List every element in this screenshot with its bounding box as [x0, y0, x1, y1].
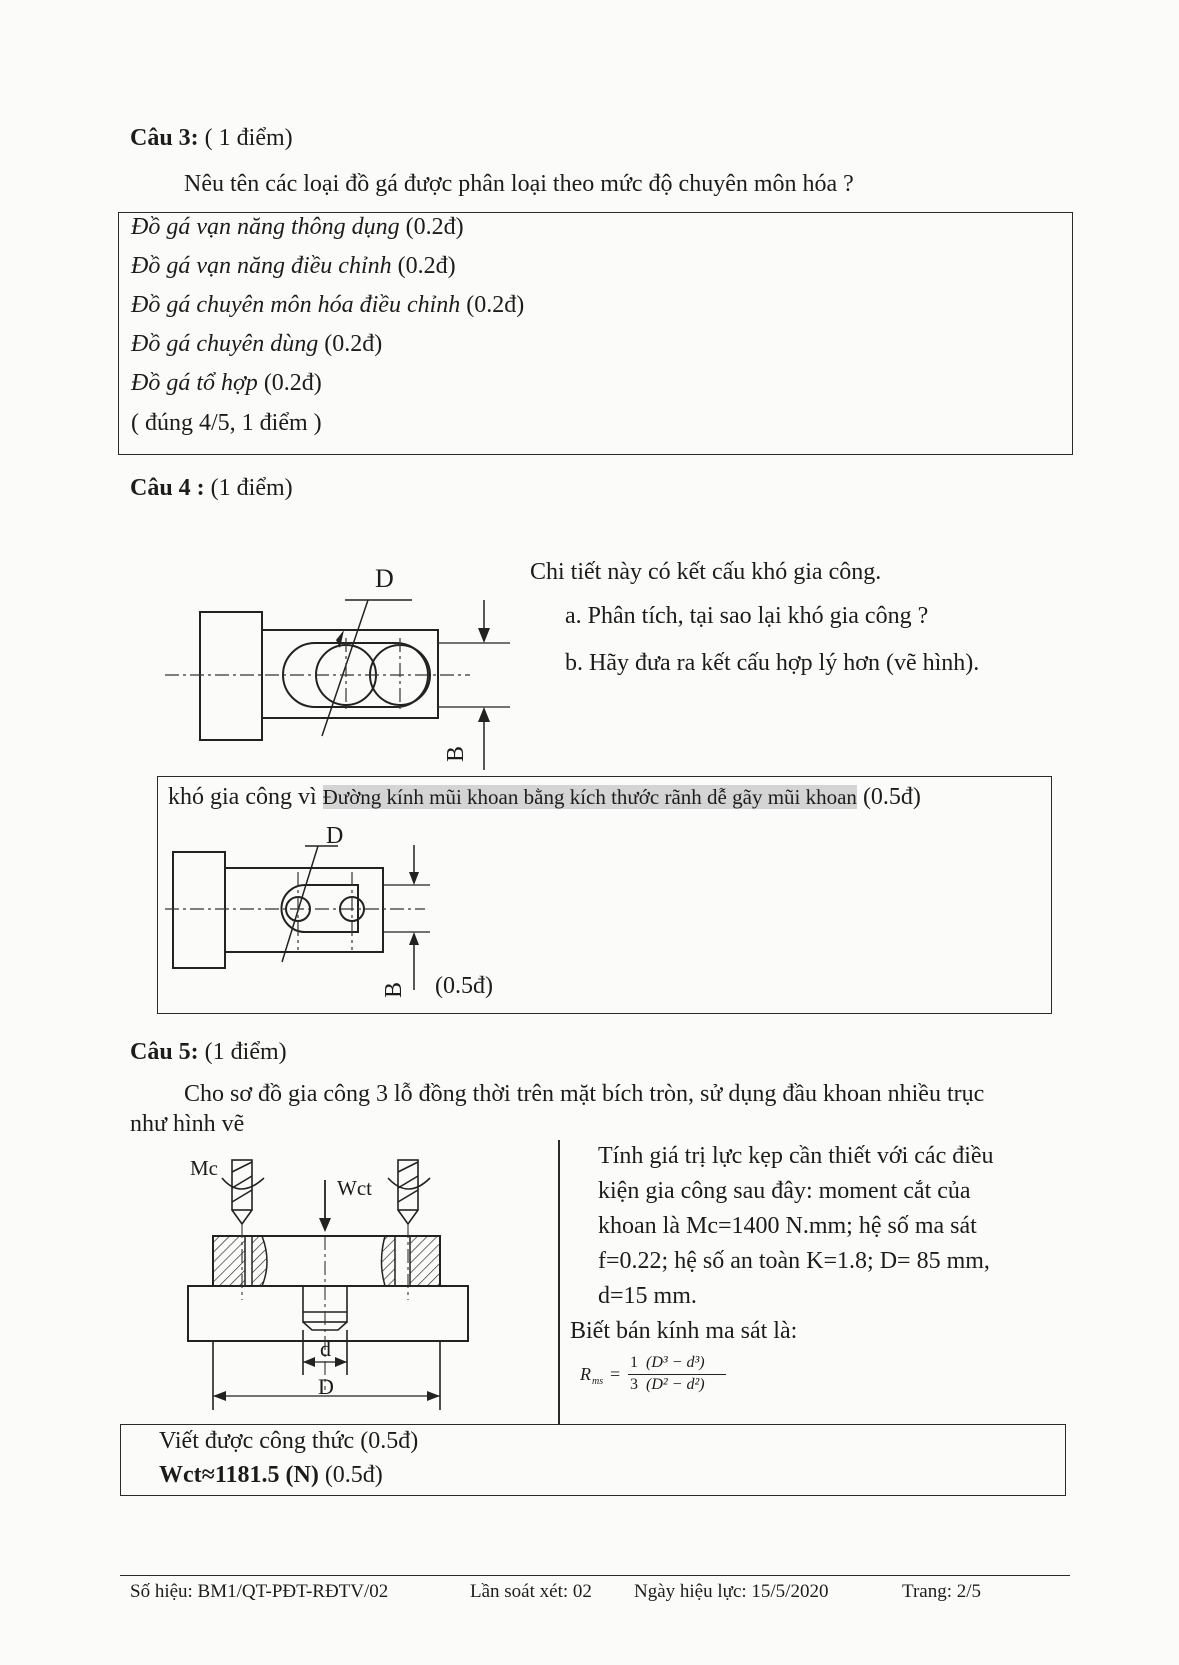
q5-task-line-5: d=15 mm. [598, 1283, 697, 1309]
q5-task-line-4: f=0.22; hệ số an toàn K=1.8; D= 85 mm, [598, 1248, 990, 1274]
q4-answer-label-d: D [326, 823, 344, 849]
q3-answer-1: Đồ gá vạn năng thông dụng (0.2đ) [131, 214, 464, 240]
q5-intro-line1: Cho sơ đồ gia công 3 lỗ đồng thời trên mặt bích tròn, sử dụng đầu khoan nhiều trục [184, 1081, 985, 1107]
q3-answer-3: Đồ gá chuyên môn hóa điều chỉnh (0.2đ) [131, 292, 525, 318]
q4-label-b: B [443, 745, 470, 763]
q5-friction-label: Biết bán kính ma sát là: [570, 1318, 798, 1344]
q5-task-line-2: kiện gia công sau đây: moment cắt của [598, 1178, 971, 1204]
q4-item-b: b. Hãy đưa ra kết cấu hợp lý hơn (vẽ hình). [565, 650, 980, 676]
q3-heading: Câu 3: ( 1 điểm) [130, 125, 293, 151]
q3-answer-2: Đồ gá vạn năng điều chỉnh (0.2đ) [131, 253, 456, 279]
q5-label-mc: Mc [190, 1156, 218, 1180]
q3-answer-5: Đồ gá tổ hợp (0.2đ) [131, 370, 322, 396]
q4-answer-text: khó gia công vì Đường kính mũi khoan bằng kích thước rãnh dễ gãy mũi khoan (0.5đ) [168, 784, 921, 810]
footer-page: Trang: 2/5 [902, 1581, 982, 1602]
footer-effective-date: Ngày hiệu lực: 15/5/2020 [634, 1581, 829, 1602]
rotation-arrow-left [222, 1178, 264, 1189]
q4-answer-fig-score: (0.5đ) [435, 973, 493, 999]
q4-item-a: a. Phân tích, tại sao lại khó gia công ? [565, 603, 929, 629]
flange-base [188, 1286, 468, 1341]
q4-label-d: D [375, 564, 394, 593]
footer-code: Số hiệu: BM1/QT-PĐT-RĐTV/02 [130, 1581, 389, 1602]
q5-intro-line2: như hình vẽ [130, 1111, 245, 1137]
q5-label-wct: Wct [337, 1176, 372, 1200]
q5-answer-box [120, 1424, 1066, 1496]
q5-label-d: d [320, 1336, 331, 1361]
q5-answer-line2: Wct≈1181.5 (N) (0.5đ) [159, 1462, 383, 1488]
q4-answer-highlight: Đường kính mũi khoan bằng kích thước rãnh dễ gãy mũi khoan [322, 785, 857, 809]
q5-heading: Câu 5: (1 điểm) [130, 1039, 287, 1065]
q3-note: ( đúng 4/5, 1 điểm ) [131, 410, 322, 436]
q5-task-line-1: Tính giá trị lực kẹp cần thiết với các điều [598, 1143, 994, 1169]
q3-answer-4: Đồ gá chuyên dùng (0.2đ) [131, 331, 383, 357]
footer-revision: Lần soát xét: 02 [470, 1581, 592, 1602]
q5-task-line-3: khoan là Mc=1400 N.mm; hệ số ma sát [598, 1213, 977, 1239]
flange-top [213, 1236, 440, 1286]
footer-rule [120, 1575, 1070, 1576]
q5-answer-line1: Viết được công thức (0.5đ) [159, 1428, 419, 1454]
q4-intro: Chi tiết này có kết cấu khó gia công. [530, 559, 882, 585]
q5-label-D: D [318, 1374, 334, 1399]
rotation-arrow-right [388, 1178, 430, 1189]
q4-heading: Câu 4 : (1 điểm) [130, 475, 293, 501]
q4-answer-label-b: B [381, 981, 408, 999]
q3-question: Nêu tên các loại đồ gá được phân loại theo mức độ chuyên môn hóa ? [184, 171, 854, 197]
